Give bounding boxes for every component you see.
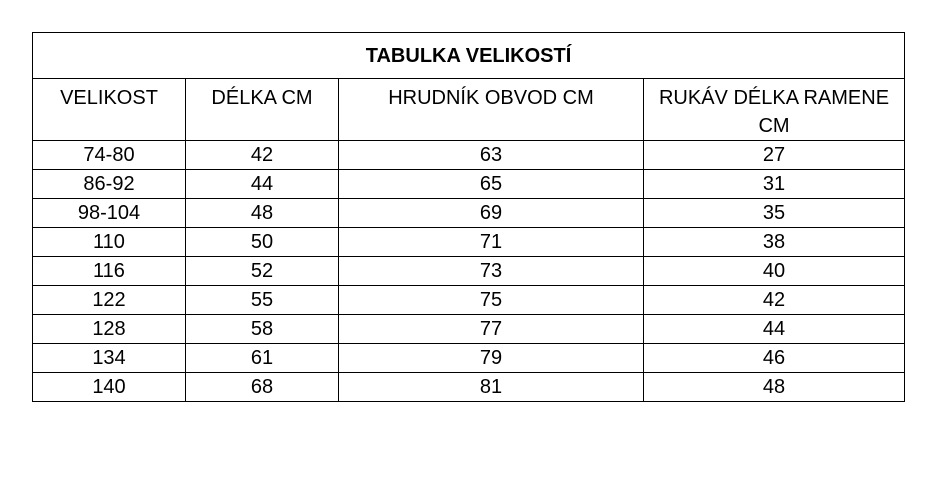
- cell-length: 68: [186, 373, 339, 402]
- cell-length: 55: [186, 286, 339, 315]
- cell-sleeve: 27: [644, 141, 905, 170]
- table-row: [33, 199, 905, 228]
- table-row: [33, 286, 905, 315]
- cell-size: 98-104: [33, 199, 186, 228]
- table-row: [33, 228, 905, 257]
- cell-chest: 75: [339, 286, 644, 315]
- cell-length: 58: [186, 315, 339, 344]
- table-row: [33, 170, 905, 199]
- header-hrudnik: HRUDNÍK OBVOD CM: [339, 79, 644, 141]
- title-row: [33, 33, 905, 79]
- cell-size: 122: [33, 286, 186, 315]
- cell-sleeve: 48: [644, 373, 905, 402]
- cell-chest: 79: [339, 344, 644, 373]
- table-row: [33, 344, 905, 373]
- cell-length: 52: [186, 257, 339, 286]
- size-table: [32, 32, 905, 402]
- cell-size: 86-92: [33, 170, 186, 199]
- header-velikost: VELIKOST: [33, 79, 186, 141]
- header-rukav: RUKÁV DÉLKA RAMENE CM: [644, 79, 905, 141]
- cell-sleeve: 40: [644, 257, 905, 286]
- cell-size: 128: [33, 315, 186, 344]
- cell-chest: 77: [339, 315, 644, 344]
- cell-sleeve: 31: [644, 170, 905, 199]
- cell-size: 74-80: [33, 141, 186, 170]
- table-row: [33, 373, 905, 402]
- table-row: [33, 315, 905, 344]
- header-row: [33, 79, 905, 141]
- cell-size: 140: [33, 373, 186, 402]
- cell-size: 116: [33, 257, 186, 286]
- cell-sleeve: 46: [644, 344, 905, 373]
- cell-size: 134: [33, 344, 186, 373]
- cell-sleeve: 44: [644, 315, 905, 344]
- cell-chest: 71: [339, 228, 644, 257]
- cell-size: 110: [33, 228, 186, 257]
- cell-length: 61: [186, 344, 339, 373]
- cell-sleeve: 42: [644, 286, 905, 315]
- cell-sleeve: 38: [644, 228, 905, 257]
- cell-chest: 69: [339, 199, 644, 228]
- cell-chest: 65: [339, 170, 644, 199]
- cell-length: 44: [186, 170, 339, 199]
- header-delka: DÉLKA CM: [186, 79, 339, 141]
- cell-sleeve: 35: [644, 199, 905, 228]
- cell-length: 42: [186, 141, 339, 170]
- size-chart: [32, 32, 904, 402]
- cell-length: 50: [186, 228, 339, 257]
- cell-length: 48: [186, 199, 339, 228]
- table-row: [33, 141, 905, 170]
- table-row: [33, 257, 905, 286]
- cell-chest: 81: [339, 373, 644, 402]
- cell-chest: 73: [339, 257, 644, 286]
- table-title: TABULKA VELIKOSTÍ: [33, 33, 905, 79]
- cell-chest: 63: [339, 141, 644, 170]
